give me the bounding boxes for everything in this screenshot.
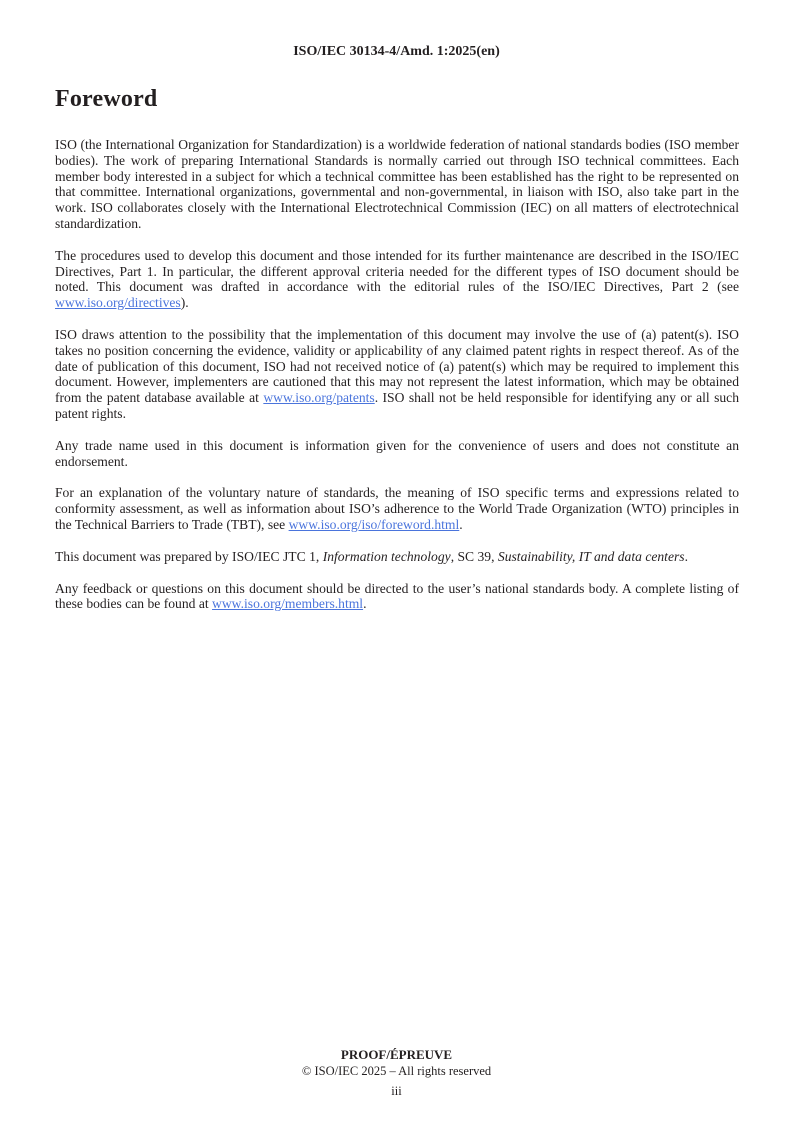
page-footer xyxy=(0,1046,793,1100)
running-header: ISO/IEC 30134-4/Amd. 1:2025(en) xyxy=(293,44,500,59)
foreword-paragraphs xyxy=(55,137,739,612)
text-run: . xyxy=(363,596,367,612)
text-run: . xyxy=(459,516,463,532)
hyperlink[interactable]: www.iso.org/iso/foreword.html xyxy=(288,516,460,532)
foreword-section xyxy=(0,86,793,612)
proof-label: PROOF/ÉPREUVE xyxy=(340,1047,453,1062)
text-run: , SC 39, xyxy=(450,548,498,564)
italic-text: Information technology xyxy=(322,548,451,564)
text-run: This document was prepared by ISO/IEC JTC 1, xyxy=(55,548,323,564)
paragraph xyxy=(55,327,739,422)
paragraph xyxy=(55,549,739,565)
hyperlink[interactable]: www.iso.org/members.html xyxy=(212,596,364,612)
text-run: . xyxy=(684,548,688,564)
page-number: iii xyxy=(391,1084,402,1098)
hyperlink[interactable]: www.iso.org/patents xyxy=(263,390,375,406)
paragraph xyxy=(55,248,739,311)
text-run: . ISO shall not be held responsible for identifying any or all such patent rights. xyxy=(55,390,739,421)
paragraph xyxy=(55,137,739,232)
text-run: The procedures used to develop this document and those intended for its further maintenance are described in the ISO/IEC Directives, Part 1. In particular, the different approval criteria needed for the different types of ISO document should be noted. This document was drafted in accordance with the editorial rules of the ISO/IEC Directives, Part 2 (see xyxy=(55,247,739,295)
text-run: ISO draws attention to the possibility that the implementation of this document may involve the use of (a) patent(s). ISO takes no position concerning the evidence, validity or applicability of any claimed patent rights in respect thereof. As of the date of publication of this document, ISO had not received notice of (a) patent(s) which may be required to implement this document. However, implementers are cautioned that this may not represent the latest information, which may be obtained from the patent database available at xyxy=(55,326,739,406)
text-run: Any trade name used in this document is information given for the convenience of users and does not constitute an endorsement. xyxy=(55,437,739,469)
text-run: ISO (the International Organization for Standardization) is a worldwide federation of national standards bodies (ISO member bodies). The work of preparing International Standards is normally carried out through ISO technical committees. Each member body interested in a subject for which a technical committee has been established has the right to be represented on that committee. International organizations, governmental and non-governmental, in liaison with ISO, also take part in the work. ISO collaborates closely with the International Electrotechnical Commission (IEC) on all matters of electrotechnical standardization. xyxy=(55,137,739,231)
text-run: Any feedback or questions on this document should be directed to the user’s national standards body. A complete listing of these bodies can be found at xyxy=(55,580,739,612)
hyperlink[interactable]: www.iso.org/directives xyxy=(55,295,181,311)
paragraph xyxy=(55,581,739,613)
text-run: ). xyxy=(180,295,189,311)
copyright-notice: © ISO/IEC 2025 – All rights reserved xyxy=(301,1064,492,1078)
paragraph xyxy=(55,438,739,470)
paragraph xyxy=(55,485,739,532)
italic-text: Sustainability, IT and data centers xyxy=(497,548,685,564)
page-title: Foreword xyxy=(55,86,158,112)
text-run: For an explanation of the voluntary nature of standards, the meaning of ISO specific terms and expressions related to conformity assessment, as well as information about ISO’s adherence to the World Trade Organization (WTO) principles in the Technical Barriers to Trade (TBT), see xyxy=(55,485,739,532)
